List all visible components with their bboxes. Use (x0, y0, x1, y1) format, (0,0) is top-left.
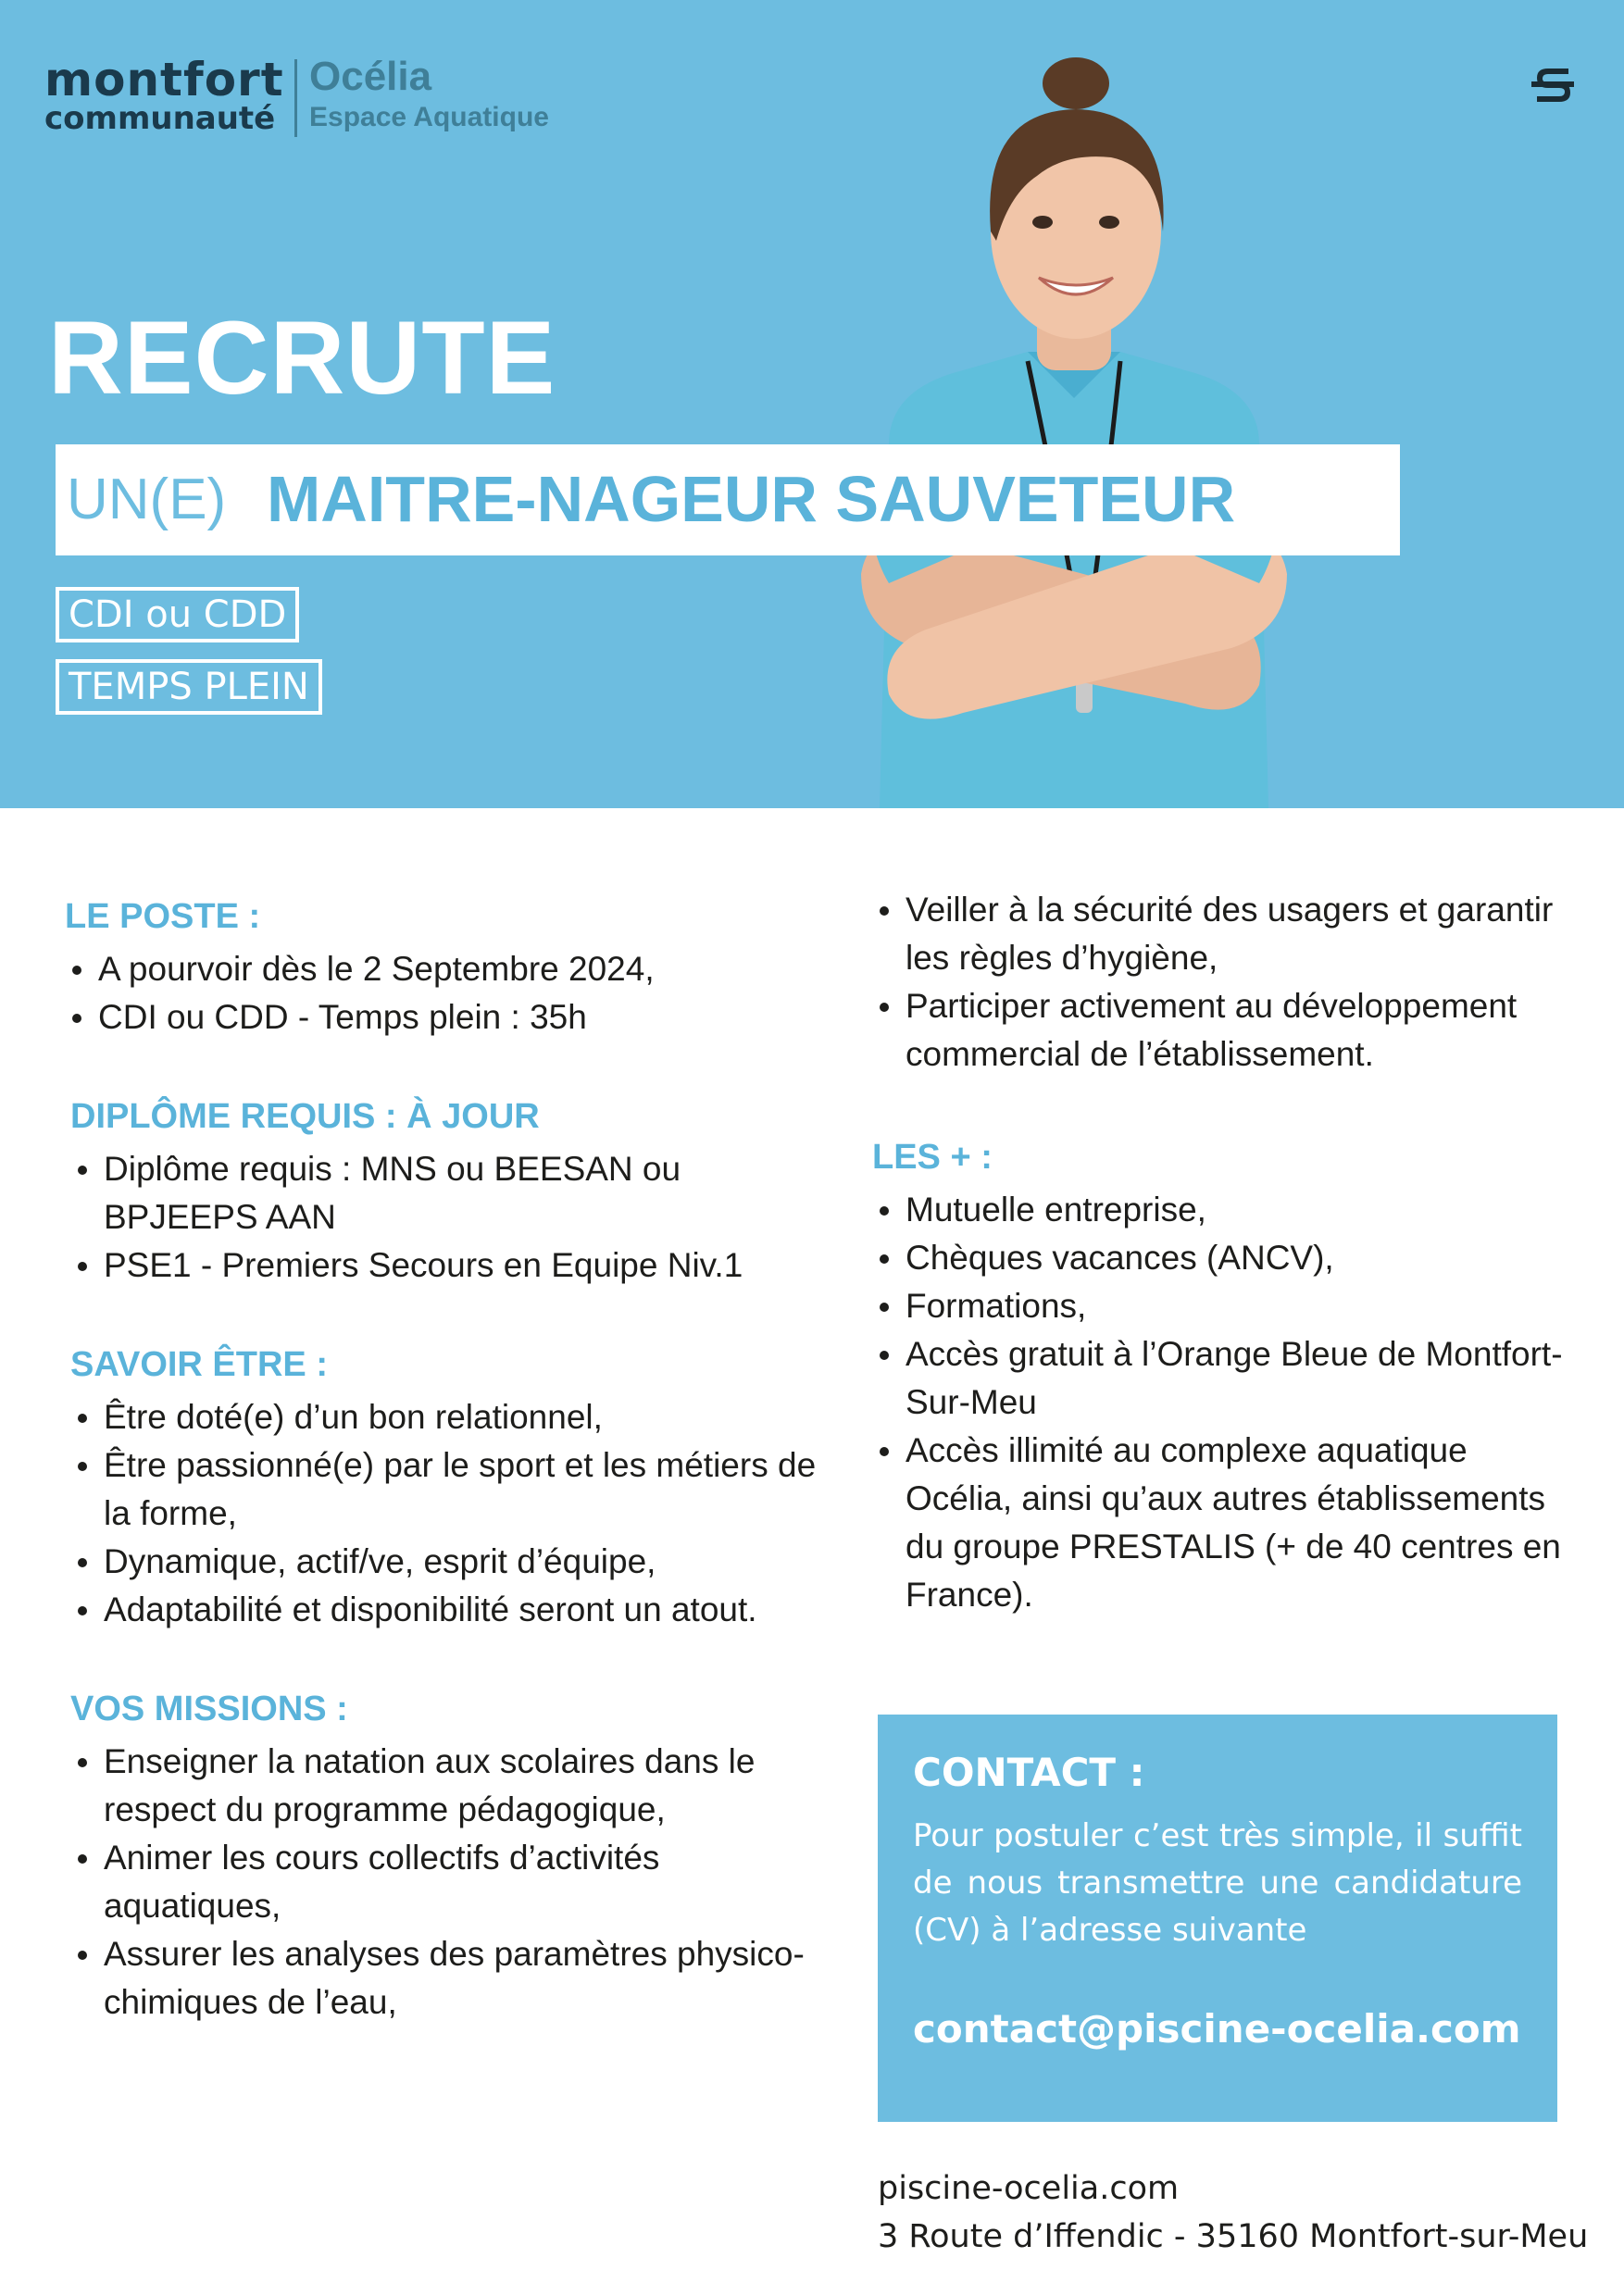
bullet-list (872, 1186, 1576, 1619)
montfort-logo-line2: communauté (44, 100, 276, 137)
job-title: MAITRE-NAGEUR SAUVETEUR (267, 463, 1236, 535)
contact-title: CONTACT : (913, 1750, 1145, 1795)
section-perks (872, 1134, 1576, 1619)
list-item: Mutuelle entreprise, (872, 1186, 1576, 1234)
list-item: Chèques vacances (ANCV), (872, 1234, 1576, 1282)
montfort-logo-line1: montfort (44, 53, 284, 106)
montfort-logo (44, 53, 285, 137)
left-column (65, 893, 824, 2027)
bullet-list (70, 1393, 824, 1634)
website-link[interactable]: piscine-ocelia.com (878, 2170, 1180, 2207)
section-missions (65, 1686, 824, 2027)
list-item: Diplôme requis : MNS ou BEESAN ou BPJEEPS AAN (70, 1145, 824, 1241)
recruitment-headline: RECRUTE (48, 300, 556, 416)
section-le-poste (65, 893, 824, 1041)
bullet-list (65, 945, 824, 1041)
contact-text: Pour postuler c’est très simple, il suffit de nous transmettre une candidature (CV) à l’adresse suivante (913, 1817, 1522, 1949)
contact-box (878, 1715, 1557, 2122)
section-title: VOS MISSIONS : (70, 1690, 348, 1728)
list-item: Adaptabilité et disponibilité seront un atout. (70, 1586, 824, 1634)
list-item: Accès illimité au complexe aquatique Océlia, ainsi qu’aux autres établissements du groupe PRESTALIS (+ de 40 centres en France). (872, 1427, 1576, 1619)
section-title: SAVOIR ÊTRE : (70, 1345, 328, 1384)
section-title: DIPLÔME REQUIS : À JOUR (70, 1097, 540, 1136)
ocelia-logo-name: Océlia (309, 54, 432, 99)
list-item: Enseigner la natation aux scolaires dans le respect du programme pédagogique, (70, 1738, 824, 1834)
list-item: Participer activement au développement commercial de l’établissement. (872, 982, 1576, 1079)
list-item: Formations, (872, 1282, 1576, 1330)
header-band (0, 0, 1624, 808)
logo-divider (294, 59, 297, 137)
bullet-list (70, 1145, 824, 1290)
job-title-prefix: UN(E) (67, 468, 227, 531)
section-savoir-etre (65, 1341, 824, 1634)
contact-email-link[interactable]: contact@piscine-ocelia.com (913, 2006, 1521, 2052)
bullet-list (70, 1738, 824, 2027)
ocelia-logo (309, 54, 549, 135)
list-item: Assurer les analyses des paramètres physico-chimiques de l’eau, (70, 1930, 824, 2027)
right-column (872, 893, 1576, 1619)
ocelia-logo-subtitle: Espace Aquatique (309, 102, 549, 132)
list-item: A pourvoir dès le 2 Septembre 2024, (65, 945, 824, 993)
lifeguard-photo (833, 56, 1315, 808)
list-item: Veiller à la sécurité des usagers et garantir les règles d’hygiène, (872, 886, 1576, 982)
list-item: Être doté(e) d’un bon relationnel, (70, 1393, 824, 1441)
contract-type-tag: CDI ou CDD (56, 587, 299, 642)
prestalis-logo-icon (1530, 63, 1576, 107)
list-item: Dynamique, actif/ve, esprit d’équipe, (70, 1538, 824, 1586)
list-item: Animer les cours collectifs d’activités aquatiques, (70, 1834, 824, 1930)
section-diplome (65, 1093, 824, 1290)
list-item: PSE1 - Premiers Secours en Equipe Niv.1 (70, 1241, 824, 1290)
list-item: Être passionné(e) par le sport et les métiers de la forme, (70, 1441, 824, 1538)
work-time-tag: TEMPS PLEIN (56, 659, 322, 715)
list-item: Accès gratuit à l’Orange Bleue de Montfort-Sur-Meu (872, 1330, 1576, 1427)
footer (878, 2164, 1588, 2261)
missions-continued-list (872, 886, 1576, 1079)
section-title: LES + : (872, 1138, 993, 1177)
section-title: LE POSTE : (65, 897, 261, 936)
address: 3 Route d’Iffendic - 35160 Montfort-sur-Meu (878, 2218, 1589, 2255)
list-item: CDI ou CDD - Temps plein : 35h (65, 993, 824, 1041)
